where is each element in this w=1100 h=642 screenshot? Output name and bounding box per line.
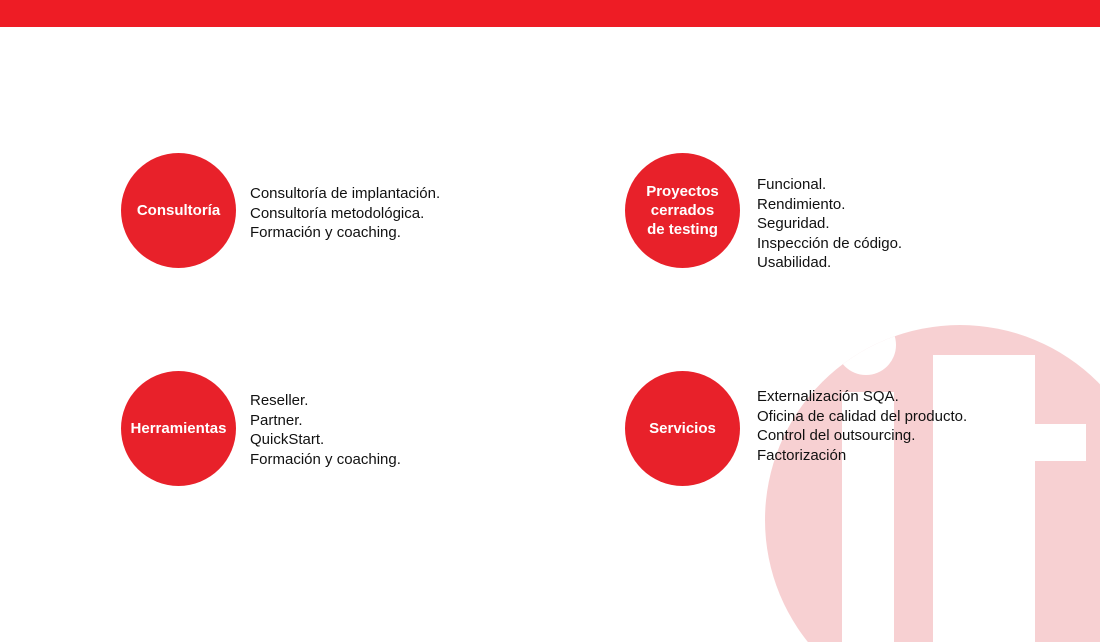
list-item: Formación y coaching. (250, 224, 401, 241)
list-item: Usabilidad. (757, 254, 832, 271)
list-item: Funcional. (757, 176, 827, 193)
section-items (250, 391, 401, 469)
section-title-circle: Herramientas (121, 371, 236, 486)
section-items (757, 175, 902, 273)
section-items (757, 387, 967, 465)
section-title-circle: Servicios (625, 371, 740, 486)
list-item: Externalización SQA. (757, 388, 899, 405)
list-item: Control del outsourcing. (757, 427, 916, 444)
list-item: Oficina de calidad del producto. (757, 407, 968, 425)
list-item: Partner. (250, 411, 303, 429)
list-item: QuickStart. (250, 431, 325, 448)
list-item: Consultoría metodológica. (250, 204, 425, 222)
section-title-circle: Consultoría (121, 153, 236, 268)
list-item: Factorización (757, 446, 847, 464)
list-item: Inspección de código. (757, 234, 903, 252)
list-item: Consultoría de implantación. (250, 185, 441, 202)
list-item: Rendimiento. (757, 195, 846, 213)
list-item: Formación y coaching. (250, 450, 401, 468)
section-title-circle: Proyectos cerrados de testing (625, 153, 740, 268)
list-item: Seguridad. (757, 215, 830, 232)
list-item: Reseller. (250, 392, 309, 409)
section-items (250, 184, 440, 243)
